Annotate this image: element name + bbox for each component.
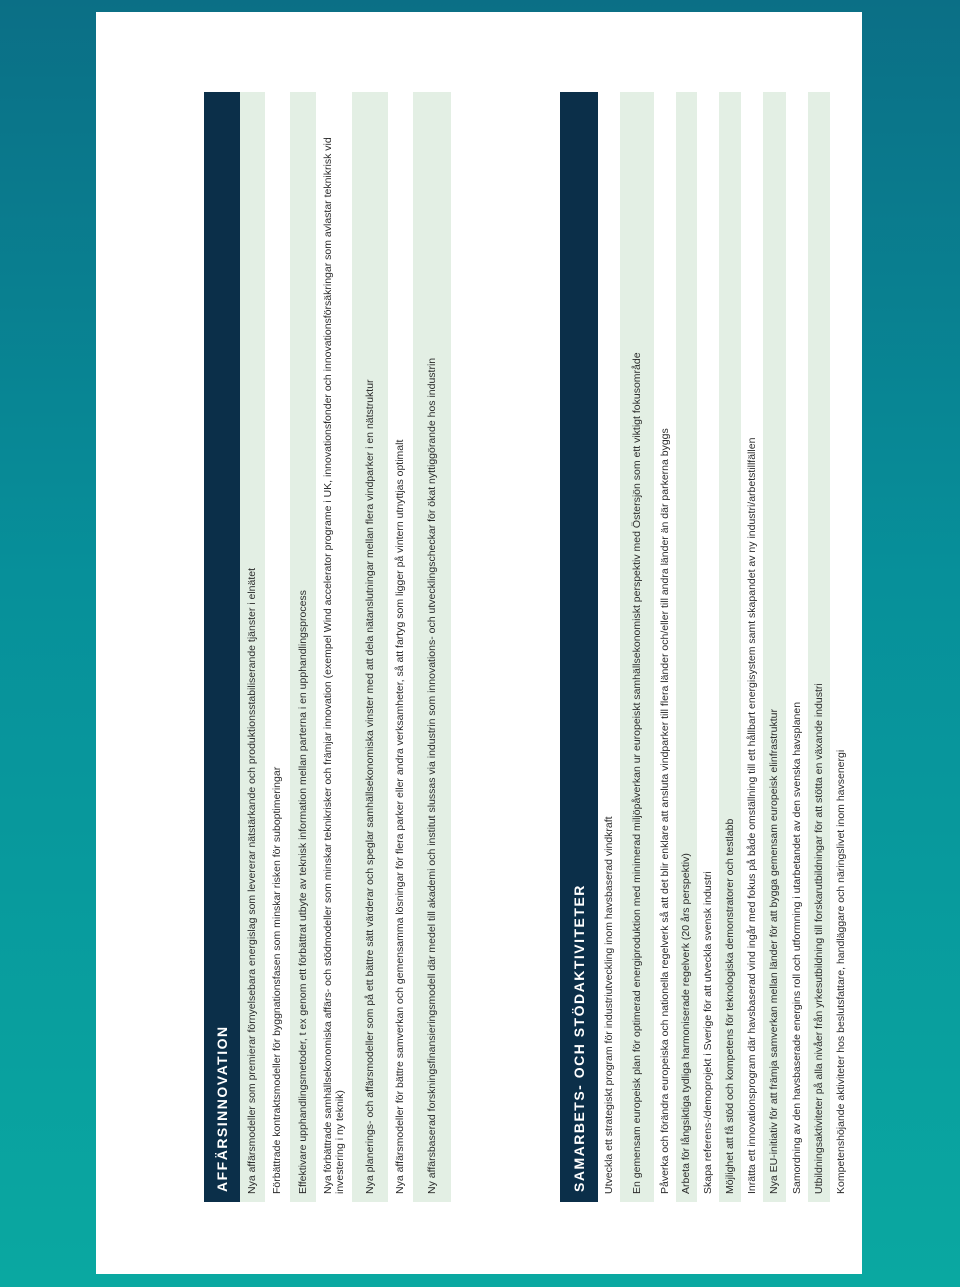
rotated-content xyxy=(96,12,862,1274)
document-page xyxy=(96,12,862,1274)
table-row: Nya förbättrade samhällsekonomiska affärs- och stödmodeller som minskar teknikrisker och främjar innovation (exempel Wind accelerator programe i UK, innovationsfonder och innovationsförsäkringar som avlastar teknikrisk vid investering i ny teknik) xyxy=(316,92,352,1202)
section-header: AFFÄRSINNOVATION xyxy=(204,92,240,1202)
table-row: Påverka och förändra europeiska och nationella regelverk så att det blir enklare att ansluta vindparker till flera länder och/eller till andra länder än där parkerna byggs xyxy=(654,92,676,1202)
table-samarbets-stodaktiviteter xyxy=(560,92,852,1202)
table-affarsinnovation xyxy=(204,92,451,1202)
table-row: Nya affärsmodeller för bättre samverkan och gemensamma lösningar för flera parker eller andra verksamheter, så att fartyg som ligger på vintern utnyttjas optimalt xyxy=(388,92,413,1202)
table-row: Möjlighet att få stöd och kompetens för teknologiska demonstratorer och testlabb xyxy=(719,92,741,1202)
table-row: Nya planerings- och affärsmodeller som på ett bättre sätt värderar och speglar samhällsekonomiska vinster med att dela nätanslutningar mellan flera vindparker i en nätstruktur xyxy=(352,92,388,1202)
table-row: Arbeta för långsiktiga tydliga harmoniserade regelverk (20 års perspektiv) xyxy=(676,92,697,1202)
table-row: Utveckla ett strategiskt program för industriutveckling inom havsbaserad vindkraft xyxy=(598,92,620,1202)
section-header: SAMARBETS- OCH STÖDAKTIVITETER xyxy=(560,92,598,1202)
table-row: Effektivare upphandlingsmetoder, t ex genom ett förbättrat utbyte av teknisk information mellan parterna i en upphandlingsprocess xyxy=(290,92,316,1202)
table-row: Förbättrade kontraktsmodeller för byggnationsfasen som minskar risken för suboptimeringar xyxy=(265,92,290,1202)
table-row: Skapa referens-/demoprojekt i Sverige för att utveckla svensk industri xyxy=(697,92,719,1202)
table-row: Samordning av den havsbaserade energins roll och utformning i utarbetandet av den svenska havsplanen xyxy=(786,92,808,1202)
table-row: Kompetenshöjande aktiviteter hos beslutsfattare, handläggare och näringslivet inom havsenergi xyxy=(830,92,852,1202)
table-row: Utbildningsaktiviteter på alla nivåer från yrkesutbildning till forskarutbildningar för att stötta en växande industri xyxy=(808,92,830,1202)
table-row: Ny affärsbaserad forskningsfinansieringsmodell där medel till akademi och institut slussas via industrin som innovations- och utvecklingscheckar för ökat nyttiggörande hos industrin xyxy=(413,92,451,1202)
table-row: Nya affärsmodeller som premierar förnyelsebara energislag som levererar nätstärkande och produktionsstabiliserande tjänster i elnätet xyxy=(240,92,265,1202)
table-row: Nya EU-initiativ för att främja samverkan mellan länder för att bygga gemensam europeisk elinfrastruktur xyxy=(763,92,786,1202)
table-row: Inrätta ett innovationsprogram där havsbaserad vind ingår med fokus på både omställning till ett hållbart energisystem samt skapandet av ny industri/arbetstillfällen xyxy=(741,92,763,1202)
table-row: En gemensam europeisk plan för optimerad energiproduktion med minimerad miljöpåverkan ur europeiskt samhällsekonomiskt perspektiv med Östersjön som ett viktigt fokusområde xyxy=(620,92,654,1202)
